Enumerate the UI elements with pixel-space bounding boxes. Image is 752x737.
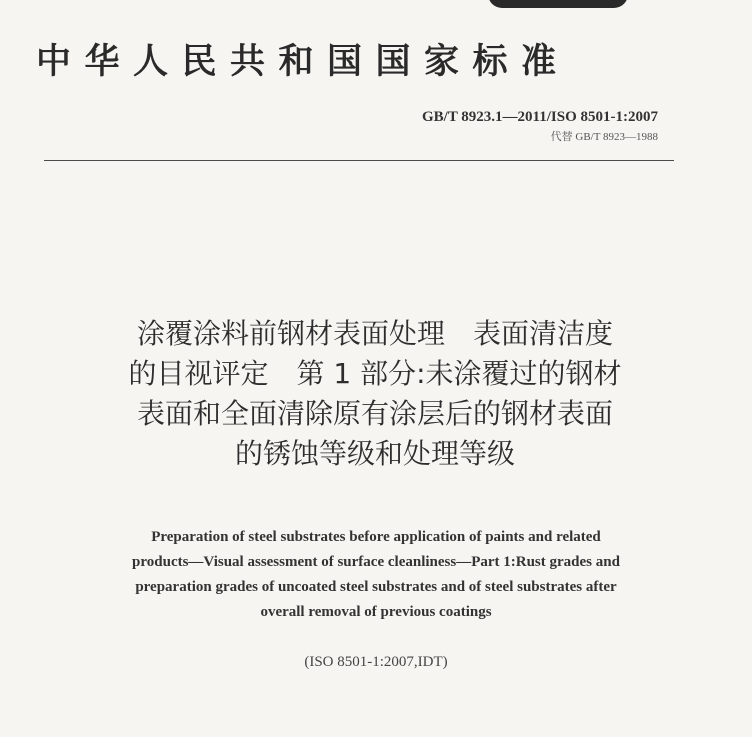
replaces-note: 代替 GB/T 8923—1988 (550, 131, 658, 143)
english-title (40, 525, 712, 625)
logo-mark (488, 0, 628, 8)
english-title-line: preparation grades of uncoated steel substrates and of steel substrates after (135, 579, 617, 595)
chinese-title-line: 表面和全面清除原有涂层后的钢材表面 (136, 397, 613, 430)
header-divider (44, 160, 674, 161)
english-title-line: Preparation of steel substrates before application of paints and related (151, 529, 601, 545)
iso-reference: (ISO 8501-1:2007,IDT) (304, 654, 448, 670)
standard-number: GB/T 8923.1—2011/ISO 8501-1:2007 (421, 109, 658, 125)
chinese-title-line: 的锈蚀等级和处理等级 (234, 437, 515, 470)
english-title-line: overall removal of previous coatings (260, 604, 492, 620)
english-title-line: products—Visual assessment of surface cleanliness—Part 1:Rust grades and (132, 554, 620, 570)
national-standard-title: 中华人民共和国国家标准 (36, 41, 570, 82)
chinese-title (30, 314, 720, 474)
chinese-title-line: 涂覆涂料前钢材表面处理 表面清洁度 (136, 317, 613, 350)
chinese-title-line: 的目视评定 第 1 部分:未涂覆过的钢材 (128, 357, 622, 390)
